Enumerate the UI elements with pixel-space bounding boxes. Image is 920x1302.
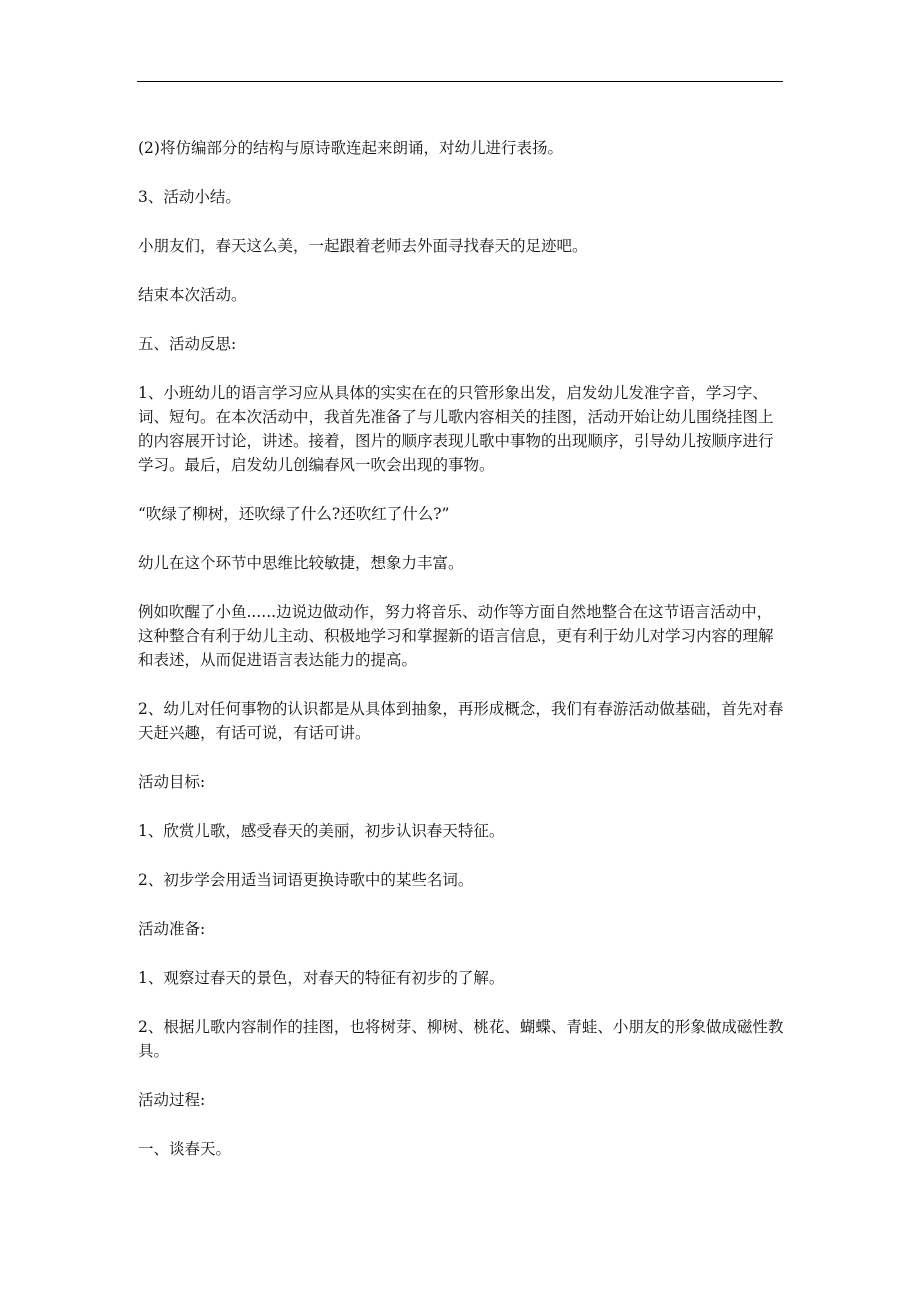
paragraph: 2、根据儿歌内容制作的挂图，也将树芽、柳树、桃花、蝴蝶、青蛙、小朋友的形象做成磁性教具。 (138, 1018, 784, 1060)
section-heading: 活动目标: (138, 773, 206, 791)
header-rule (137, 81, 783, 82)
section-heading: 活动过程: (138, 1091, 206, 1109)
section-heading: 五、活动反思: (138, 335, 237, 353)
paragraph: 2、幼儿对任何事物的认识都是从具体到抽象，再形成概念，我们有春游活动做基础，首先对春天赶兴趣，有话可说，有话可讲。 (138, 700, 784, 742)
paragraph: (2)将仿编部分的结构与原诗歌连起来朗诵，对幼儿进行表扬。 (138, 139, 563, 157)
quote: “吹绿了柳树，还吹绿了什么?还吹红了什么?” (138, 505, 450, 523)
paragraph: 幼儿在这个环节中思维比较敏捷，想象力丰富。 (138, 554, 464, 572)
paragraph: 结束本次活动。 (138, 286, 247, 304)
paragraph: 小朋友们，春天这么美，一起跟着老师去外面寻找春天的足迹吧。 (138, 237, 588, 255)
paragraph: 3、活动小结。 (138, 188, 241, 206)
paragraph: 1、观察过春天的景色，对春天的特征有初步的了解。 (138, 969, 505, 987)
paragraph: 1、小班幼儿的语言学习应从具体的实实在在的只管形象出发，启发幼儿发准字音，学习字、词、短句。在本次活动中，我首先准备了与儿歌内容相关的挂图，活动开始让幼儿围绕挂图上的内容展开讨论，讲述。接着，图片的顺序表现儿歌中事物的出现顺序，引导幼儿按顺序进行学习。最后，启发幼儿创编春风一吹会出现的事物。 (138, 384, 774, 474)
section-heading: 活动准备: (138, 920, 206, 938)
paragraph: 例如吹醒了小鱼......边说边做动作，努力将音乐、动作等方面自然地整合在这节语言活动中，这种整合有利于幼儿主动、积极地学习和掌握新的语言信息，更有利于幼儿对学习内容的理解和表述，从而促进语言表达能力的提高。 (138, 603, 774, 669)
paragraph: 一、谈春天。 (138, 1140, 232, 1158)
paragraph: 2、初步学会用适当词语更换诗歌中的某些名词。 (138, 871, 474, 889)
paragraph: 1、欣赏儿歌，感受春天的美丽，初步认识春天特征。 (138, 822, 505, 840)
